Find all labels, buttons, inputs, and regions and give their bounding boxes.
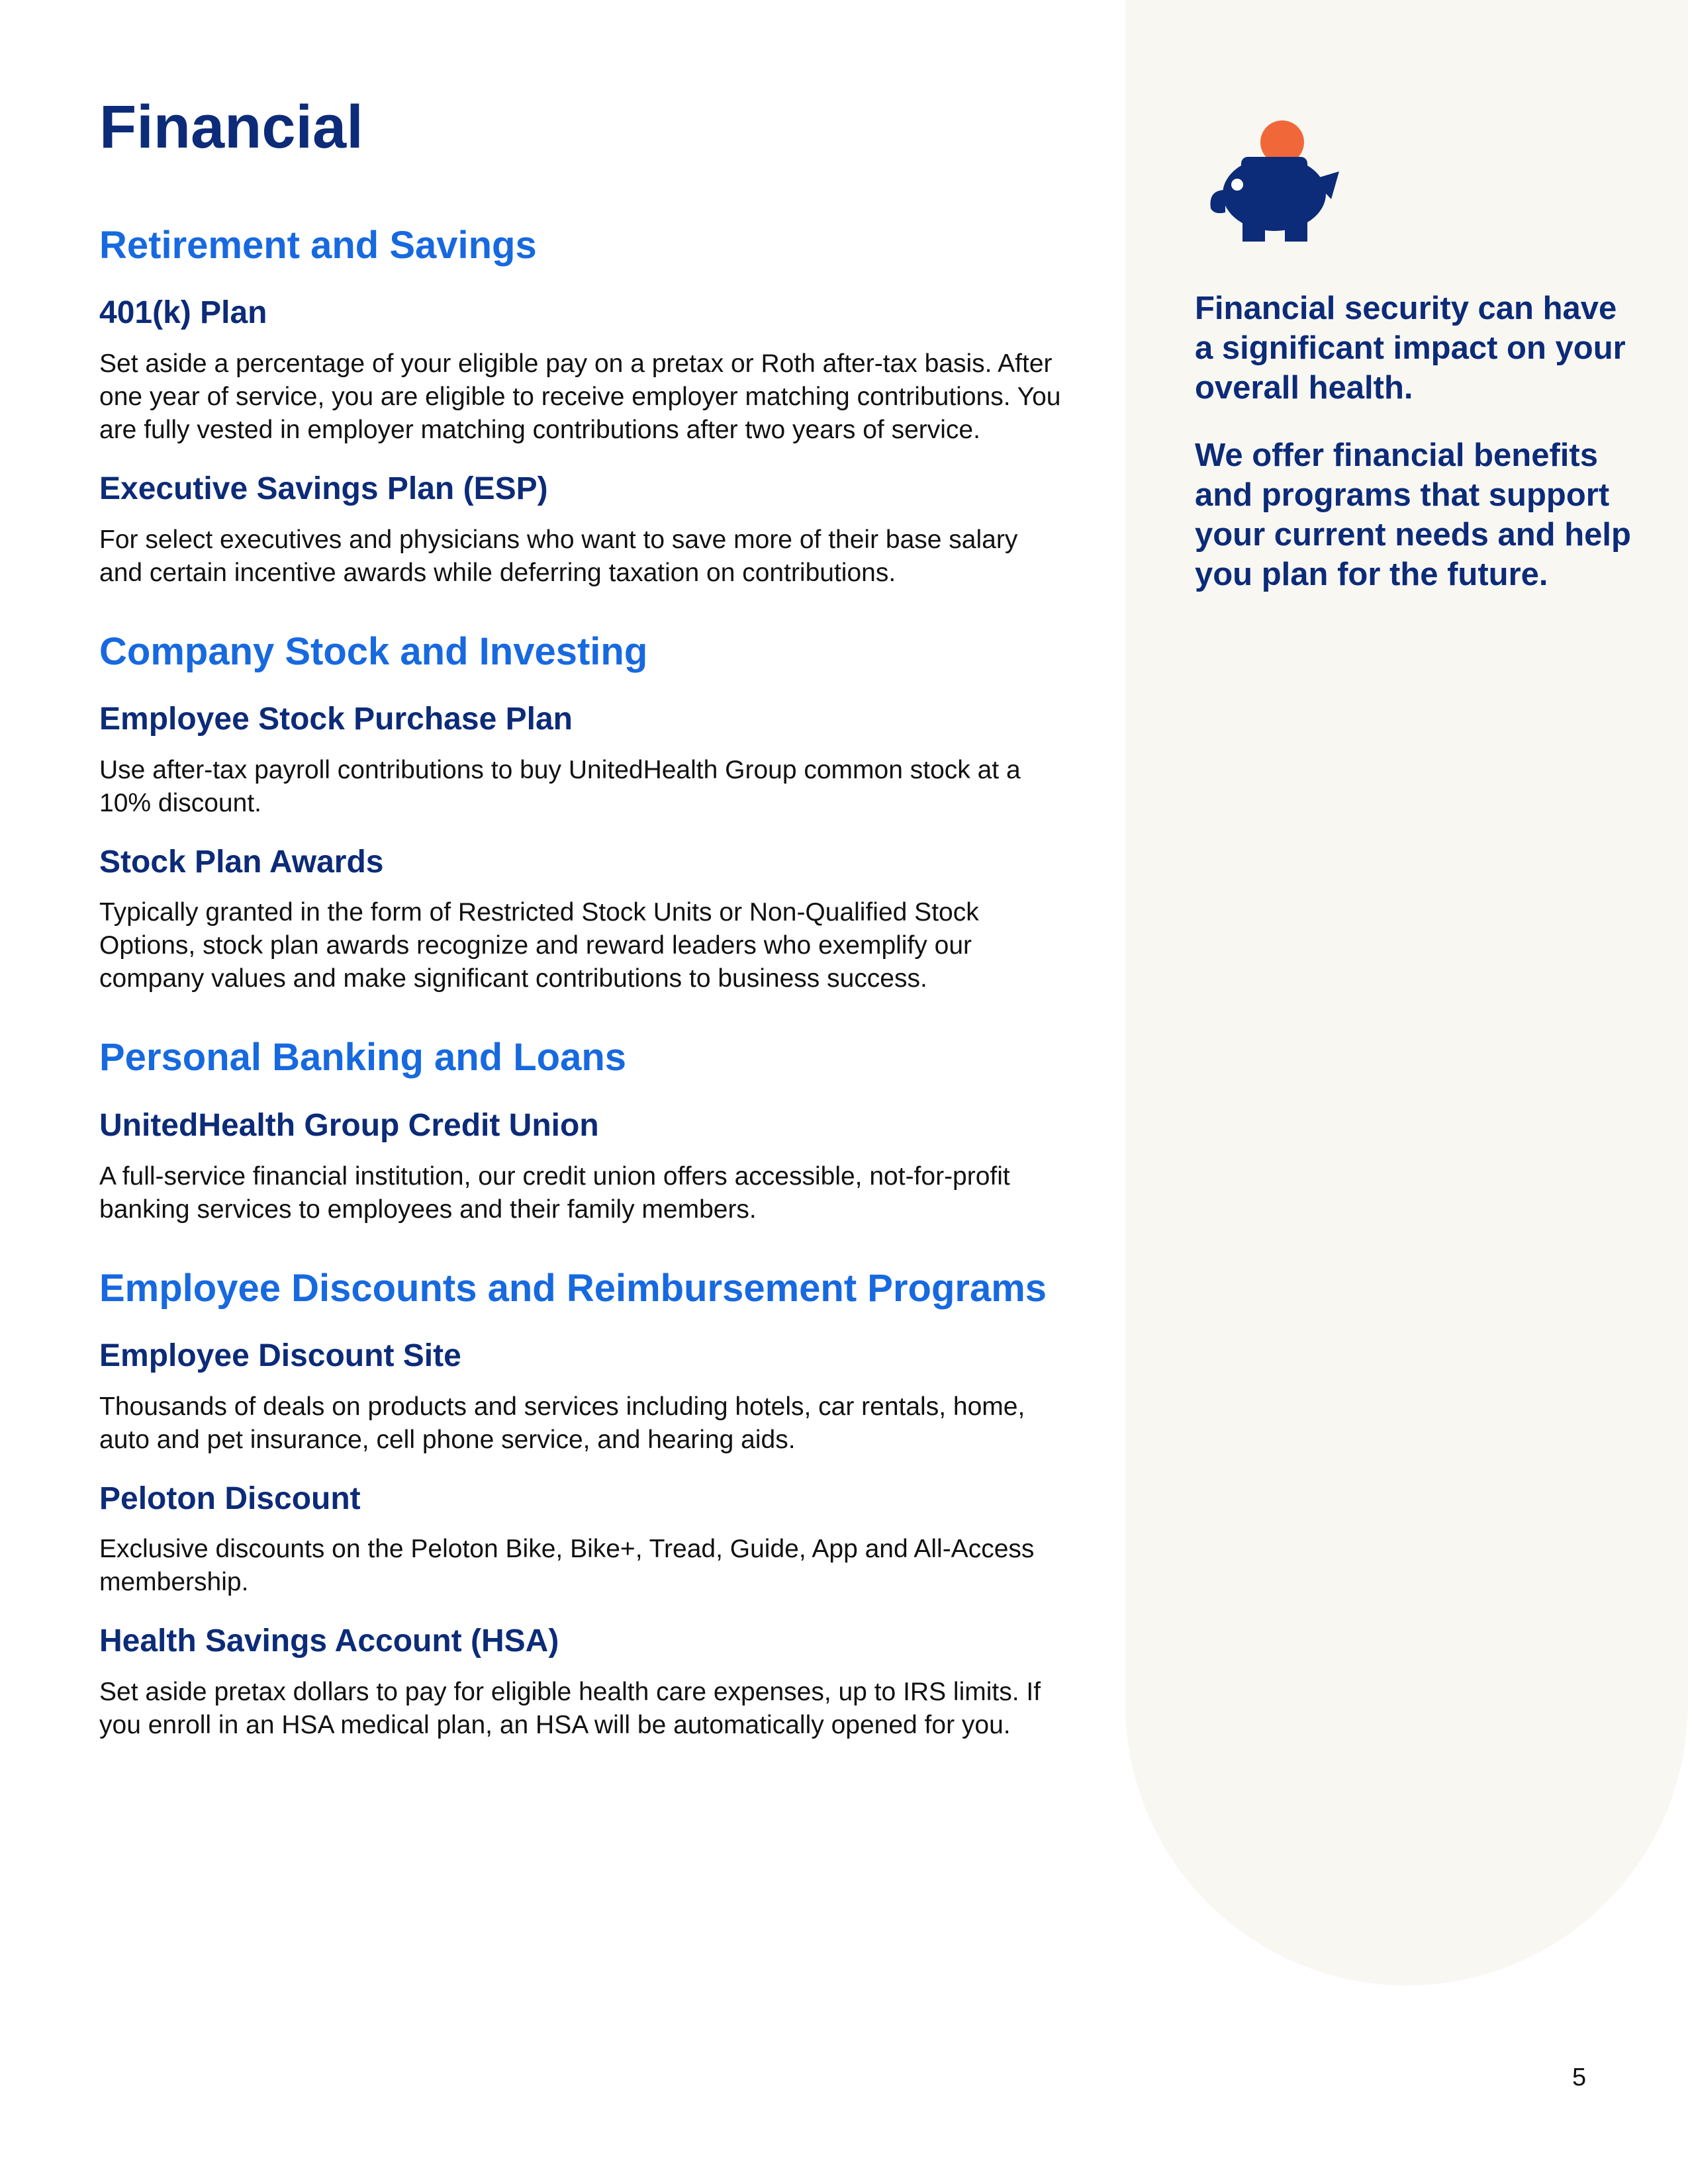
item-heading: Executive Savings Plan (ESP) (99, 471, 548, 506)
item-heading: Peloton Discount (99, 1480, 361, 1516)
item-body: Set aside pretax dollars to pay for eligible health care expenses, up to IRS limits. If you enroll in an HSA medical plan, an HSA will be automatically opened for you. (99, 1677, 1041, 1739)
main-content (99, 93, 1066, 1742)
item-heading: 401(k) Plan (99, 295, 267, 331)
sidebar-paragraph: Financial security can have a significant impact on your overall health. (1195, 291, 1626, 406)
section-heading: Retirement and Savings (99, 223, 537, 267)
section-stock (99, 629, 1066, 996)
item-body: Thousands of deals on products and services including hotels, car rentals, home, auto and pet insurance, cell phone service, and hearing aids. (99, 1392, 1025, 1454)
item-body: A full-service financial institution, our credit union offers accessible, not-for-profit banking services to employees and their family members. (99, 1161, 1010, 1224)
item-body: For select executives and physicians who want to save more of their base salary and certain incentive awards while deferring taxation on contributions. (99, 525, 1018, 587)
item-body: Exclusive discounts on the Peloton Bike, Bike+, Tread, Guide, App and All-Access membership. (99, 1535, 1035, 1597)
sidebar-paragraph: We offer financial benefits and programs that support your current needs and help you plan for the future. (1195, 437, 1631, 592)
item-body: Typically granted in the form of Restricted Stock Units or Non-Qualified Stock Options, stock plan awards recognize and reward leaders who exemplify our company values and make significant contributions to business success. (99, 898, 979, 993)
section-heading: Employee Discounts and Reimbursement Programs (99, 1266, 1047, 1310)
item-body: Use after-tax payroll contributions to buy UnitedHealth Group common stock at a 10% discount. (99, 755, 1021, 817)
item-body: Set aside a percentage of your eligible pay on a pretax or Roth after-tax basis. After one year of service, you are eligible to receive employer matching contributions. You are fully vested in employer matching contributions after two years of service. (99, 349, 1061, 444)
section-heading: Company Stock and Investing (99, 629, 648, 673)
piggy-bank-icon (1208, 116, 1340, 242)
page-number: 5 (1572, 2064, 1587, 2091)
section-heading: Personal Banking and Loans (99, 1036, 627, 1079)
item-heading: UnitedHealth Group Credit Union (99, 1107, 599, 1143)
item-heading: Health Savings Account (HSA) (99, 1623, 559, 1659)
section-banking (99, 1034, 1066, 1226)
sidebar-callout (1195, 289, 1632, 594)
item-heading: Employee Stock Purchase Plan (99, 702, 573, 737)
item-heading: Stock Plan Awards (99, 844, 384, 880)
page-title: Financial (99, 93, 363, 161)
item-heading: Employee Discount Site (99, 1338, 461, 1374)
section-retirement (99, 222, 1066, 590)
section-discounts (99, 1265, 1066, 1742)
